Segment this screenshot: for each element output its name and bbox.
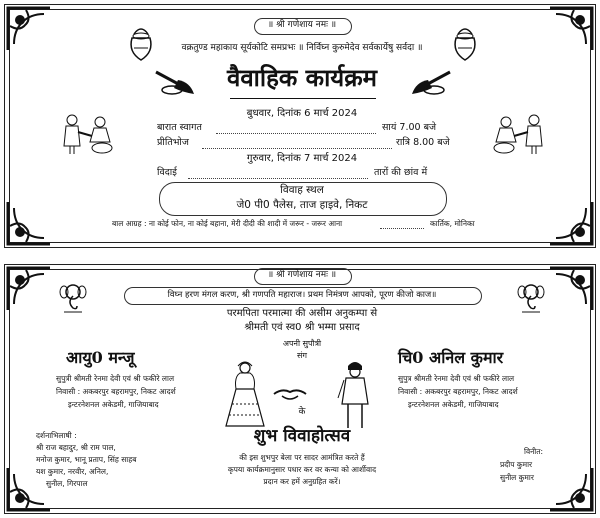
groom-address: निवासी : अकबरपुर बहरामपुर, निकट आदर्श <box>398 387 518 396</box>
inviter-name: सुनील कुमार <box>500 473 534 482</box>
handshake-icon <box>272 380 308 404</box>
title-underline <box>230 98 376 99</box>
musicians-illustration <box>58 112 120 156</box>
corner-ornament-icon <box>6 6 52 52</box>
blessing-line: परमपिता परमात्मा की असीम अनुकम्पा से <box>226 308 378 319</box>
event-time: सायं 7.00 बजे <box>382 122 437 133</box>
inviter-name: प्रदीप कुमार <box>500 460 533 469</box>
bride-address: इन्टरनेशनल अकेडमी, गाजियाबाद <box>68 400 159 409</box>
inviter-title: विनीत: <box>524 447 544 456</box>
schedule-card <box>2 2 598 250</box>
musicians-illustration <box>486 112 548 156</box>
visitors-title: दर्शनाभिलाषी : <box>36 431 77 440</box>
invitation-card <box>2 262 598 516</box>
bride-address: निवासी : अकबरपुर बहरामपुर, निकट आदर्श <box>56 387 176 396</box>
visitors-line: श्री राज बहादुर, श्री राम पाल, <box>36 443 116 452</box>
event-title: शुभ विवाहोत्सव <box>253 426 351 446</box>
dotted-leader <box>380 228 424 229</box>
bride-illustration <box>220 360 270 430</box>
groom-name: चि0 अनिल कुमार <box>398 348 504 367</box>
event-label: विदाई <box>157 167 177 178</box>
event-label: बारात स्वागत <box>157 122 202 133</box>
groom-illustration <box>332 358 378 430</box>
corner-ornament-icon <box>548 6 594 52</box>
dotted-leader <box>202 148 392 149</box>
corner-ornament-icon <box>548 266 594 312</box>
invite-line: की इस शुभपुर बेला पर सादर आमंत्रित करते हैं <box>239 453 365 462</box>
ganesha-icon <box>516 282 546 316</box>
page-title: वैवाहिक कार्यक्रम <box>226 63 378 92</box>
invite-line: कृपया कार्यक्रमानुसार पधार कर वर कन्या को आर्शीवाद <box>227 465 377 474</box>
shloka-text: वक्रतुण्ड महाकाय सूर्यकोटि समप्रभः ॥ निर्विघ्न कुरुमेदेव सर्वकार्येषु सर्वदा ॥ <box>181 43 423 53</box>
day2-heading: गुरुवार, दिनांक 7 मार्च 2024 <box>246 153 358 164</box>
kids-request: बाल आग्रह : ना कोई फोन, ना कोई बहाना, मेरी दीदी की शादी में जरूर - जरूर आना <box>112 219 343 228</box>
visitors-line: सुनील, गिरपाल <box>46 479 88 488</box>
dotted-leader <box>188 178 368 179</box>
corner-ornament-icon <box>6 200 52 246</box>
verse-text: विघ्न हरण मंगल करण, श्री गणपति महाराज। प्रथम निमंत्रण आपको, पूरण कीजो काज॥ <box>167 290 437 300</box>
ganesha-icon <box>58 282 88 316</box>
bride-name: आयु0 मन्जू <box>66 348 135 367</box>
shehnai-icon <box>408 66 454 96</box>
event-time: तारों की छांव में <box>374 167 428 178</box>
grandparents-line: श्रीमती एवं स्व0 श्री भम्मा प्रसाद <box>244 322 360 333</box>
invite-line: प्रदान कर हमें अनुग्रहित करें। <box>263 477 341 486</box>
ke-text: के <box>298 407 306 417</box>
event-label: प्रीतिभोज <box>157 137 189 148</box>
corner-ornament-icon <box>6 266 52 312</box>
venue-title: विवाह स्थल <box>280 184 324 196</box>
venue-address: जे0 पी0 पैलेस, ताज हाइवे, निकट <box>236 199 368 211</box>
visitors-line: मनोज कुमार, भानू प्रताप, सिंह साहब <box>36 455 137 464</box>
event-time: रात्रि 8.00 बजे <box>396 137 450 148</box>
invocation-text: ॥ श्री गणेशाय नमः ॥ <box>267 20 337 30</box>
bride-parents: सुपुत्री श्रीमती रेनमा देवी एवं श्री फकीरे लाल <box>56 374 175 383</box>
corner-ornament-icon <box>548 200 594 246</box>
groom-address: इन्टरनेशनल अकेडमी, गाजियाबाद <box>408 400 499 409</box>
invocation-text: ॥ श्री गणेशाय नमः ॥ <box>267 270 337 280</box>
groom-parents: सुपुत्र श्रीमती रेनमा देवी एवं श्री फकीरे लाल <box>398 374 515 383</box>
dotted-leader <box>216 133 376 134</box>
kalash-icon <box>450 24 480 64</box>
sang-text: संग <box>297 351 307 360</box>
kalash-icon <box>126 24 156 64</box>
corner-ornament-icon <box>548 466 594 512</box>
visitors-line: यश कुमार, नरवीर, अनिल, <box>36 467 109 476</box>
kids-names: कार्तिक, मोनिका <box>430 219 475 228</box>
bride-prefix: अपनी सुपौत्री <box>282 339 322 348</box>
day1-heading: बुधवार, दिनांक 6 मार्च 2024 <box>246 108 358 119</box>
shehnai-icon <box>152 66 198 96</box>
